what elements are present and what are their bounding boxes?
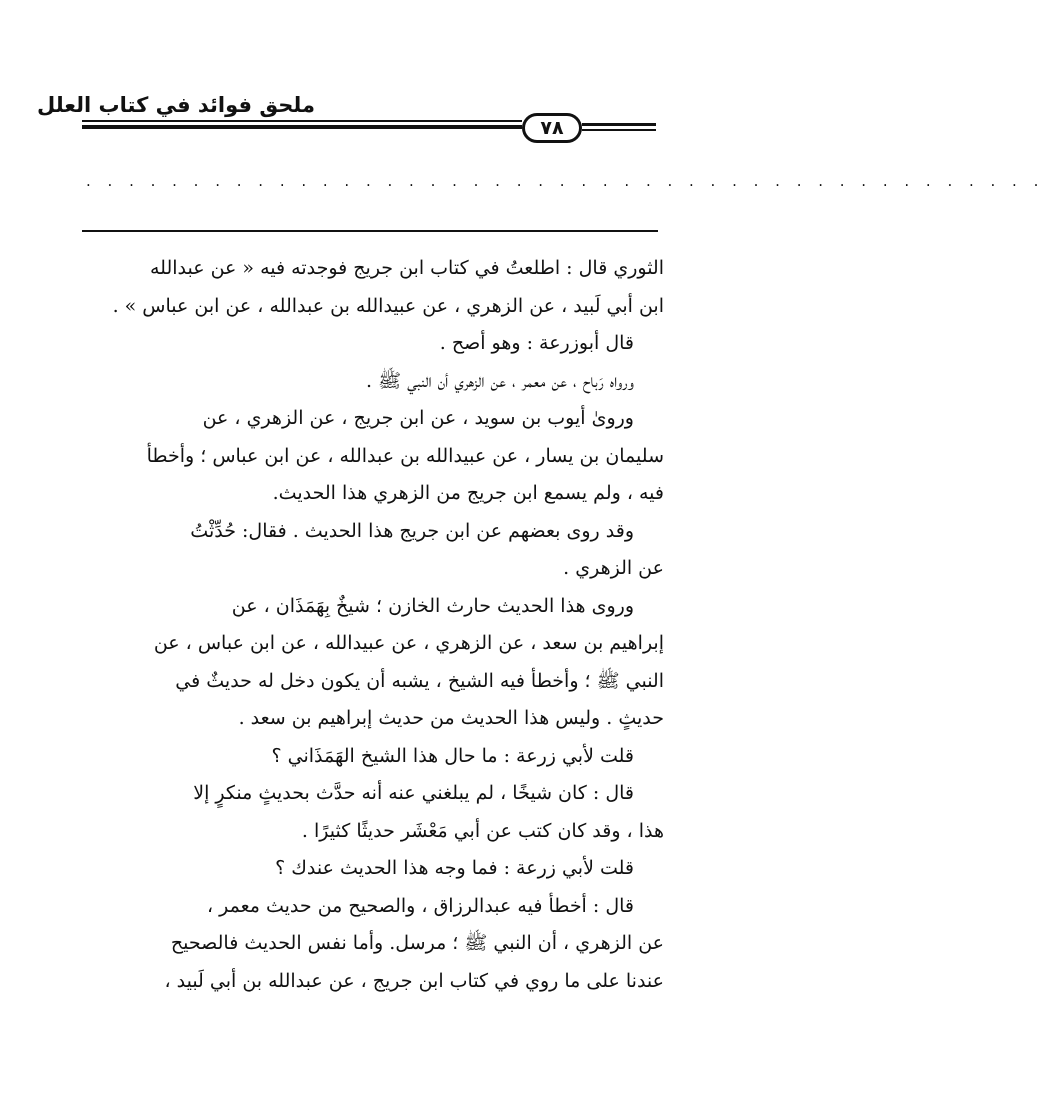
- header-rule-thin: [82, 120, 522, 122]
- text-line: الثوري قال : اطلعتُ في كتاب ابن جريج فوجدته فيه « عن عبدالله: [149, 257, 664, 279]
- page-number-badge: ٧٨: [522, 113, 582, 143]
- text-line: ابن أبي لَبيد ، عن الزهري ، عن عبيدالله بن عبدالله ، عن ابن عباس » .: [112, 294, 664, 317]
- text-line: هذا ، وقد كان كتب عن أبي مَعْشَر حديثًا كثيرًا .: [301, 819, 664, 842]
- header-rule-thick: [82, 125, 522, 129]
- text-line: قال : أخطأ فيه عبدالرزاق ، والصحيح من حديث معمر ،: [206, 894, 634, 917]
- section-separator-rule: [82, 230, 658, 232]
- text-line: قال أبوزرعة : وهو أصح .: [439, 332, 634, 354]
- header-rule-right-top: [582, 123, 656, 126]
- text-line: قال : كان شيخًا ، لم يبلغني عنه أنه حدَّث بحديثٍ منكرٍ إلا: [193, 782, 634, 804]
- text-line: سليمان بن يسار ، عن عبيدالله بن عبدالله ، عن ابن عباس ؛ وأخطأ: [146, 444, 664, 467]
- text-line: النبي ﷺ ؛ وأخطأ فيه الشيخ ، يشبه أن يكون دخل له حديثٌ في: [175, 669, 664, 692]
- text-line: قلت لأبي زرعة : ما حال هذا الشيخ الهَمَذَاني ؟: [271, 744, 634, 767]
- body-text: [74, 250, 664, 1000]
- text-line: عندنا على ما روي في كتاب ابن جريج ، عن عبدالله بن أبي لَبيد ،: [164, 969, 664, 992]
- running-header-title: ملحق فوائد في كتاب العلل: [36, 93, 315, 117]
- text-line: ورواه رَباح ، عن معمر ، عن الزهري أن النبي ﷺ .: [366, 369, 634, 392]
- text-line: وقد روى بعضهم عن ابن جريج هذا الحديث . فقال: حُدِّثْتُ: [190, 519, 634, 542]
- header-rule-right-bottom: [582, 129, 656, 131]
- text-line: عن الزهري .: [563, 557, 664, 579]
- text-line: عن الزهري ، أن النبي ﷺ ؛ مرسل. وأما نفس الحديث فالصحيح: [170, 932, 664, 954]
- text-line: حديثٍ . وليس هذا الحديث من حديث إبراهيم بن سعد .: [238, 707, 664, 729]
- text-line: وروىٰ أيوب بن سويد ، عن ابن جريج ، عن الزهري ، عن: [202, 407, 634, 429]
- text-line: وروى هذا الحديث حارث الخازن ؛ شيخٌ بِهَمَذَان ، عن: [231, 594, 634, 617]
- text-line: إبراهيم بن سعد ، عن الزهري ، عن عبيدالله ، عن ابن عباس ، عن: [153, 632, 664, 654]
- text-line: فيه ، ولم يسمع ابن جريج من الزهري هذا الحديث.: [272, 482, 664, 504]
- text-line: قلت لأبي زرعة : فما وجه هذا الحديث عندك ؟: [275, 857, 634, 879]
- dotted-separator: . . . . . . . . . . . . . . . . . . . . . . . . . . . . . . . . . . . . . . . . . . . . .: [86, 172, 1044, 190]
